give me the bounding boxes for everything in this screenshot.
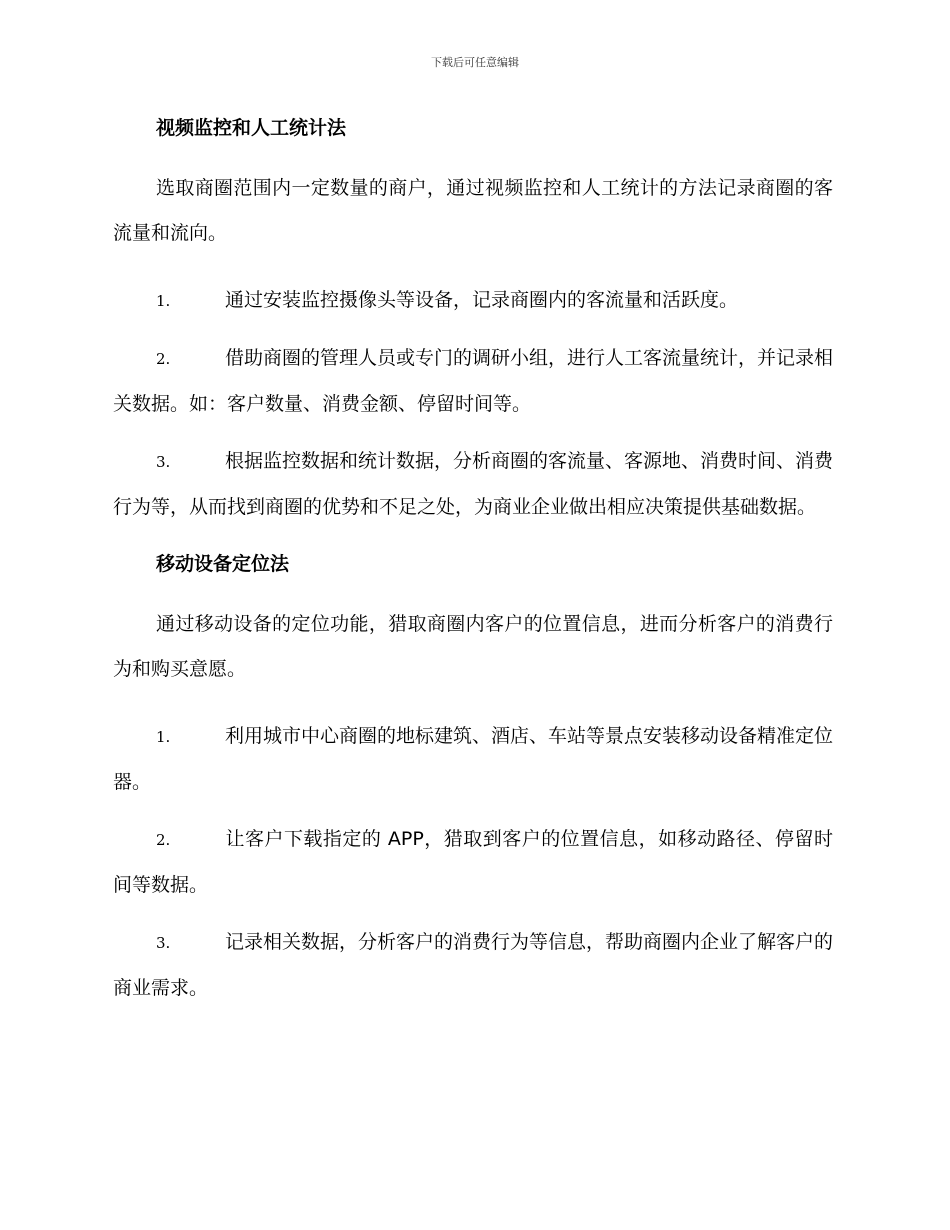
section-mobile-positioning xyxy=(113,548,833,1011)
list-item xyxy=(113,439,833,530)
list-text: 借助商圈的管理人员或专门的调研小组，进行人工客流量统计，并记录相关数据。如：客户数量、消费金额、停留时间等。 xyxy=(113,347,834,415)
list-item xyxy=(113,817,833,908)
list-number: 3. xyxy=(156,934,171,952)
section-heading: 移动设备定位法 xyxy=(156,553,290,575)
list-text: 让客户下载指定的 APP，猎取到客户的位置信息，如移动路径、停留时间等数据。 xyxy=(113,828,833,896)
list-number: 3. xyxy=(156,453,171,471)
document-body xyxy=(113,112,833,1023)
list-number: 1. xyxy=(156,292,171,310)
header-note: 下载后可任意编辑 xyxy=(431,56,519,69)
section-heading: 视频监控和人工统计法 xyxy=(156,117,347,139)
list-text: 利用城市中心商圈的地标建筑、酒店、车站等景点安装移动设备精准定位器。 xyxy=(113,725,834,793)
list-item xyxy=(113,336,833,427)
list-number: 2. xyxy=(156,350,171,368)
list-text: 记录相关数据，分析客户的消费行为等信息，帮助商圈内企业了解客户的商业需求。 xyxy=(113,931,834,999)
list-number: 2. xyxy=(156,831,171,849)
list-item xyxy=(113,714,833,805)
section-video-monitoring xyxy=(113,112,833,530)
section-intro: 通过移动设备的定位功能，猎取商圈内客户的位置信息，进而分析客户的消费行为和购买意愿。 xyxy=(113,613,833,680)
list-number: 1. xyxy=(156,728,171,746)
list-text: 通过安装监控摄像头等设备，记录商圈内的客流量和活跃度。 xyxy=(225,289,739,311)
list-item xyxy=(113,278,833,324)
list-item xyxy=(113,920,833,1011)
section-intro: 选取商圈范围内一定数量的商户，通过视频监控和人工统计的方法记录商圈的客流量和流向。 xyxy=(113,177,833,244)
list-text: 根据监控数据和统计数据，分析商圈的客流量、客源地、消费时间、消费行为等，从而找到商圈的优势和不足之处，为商业企业做出相应决策提供基础数据。 xyxy=(113,450,834,518)
